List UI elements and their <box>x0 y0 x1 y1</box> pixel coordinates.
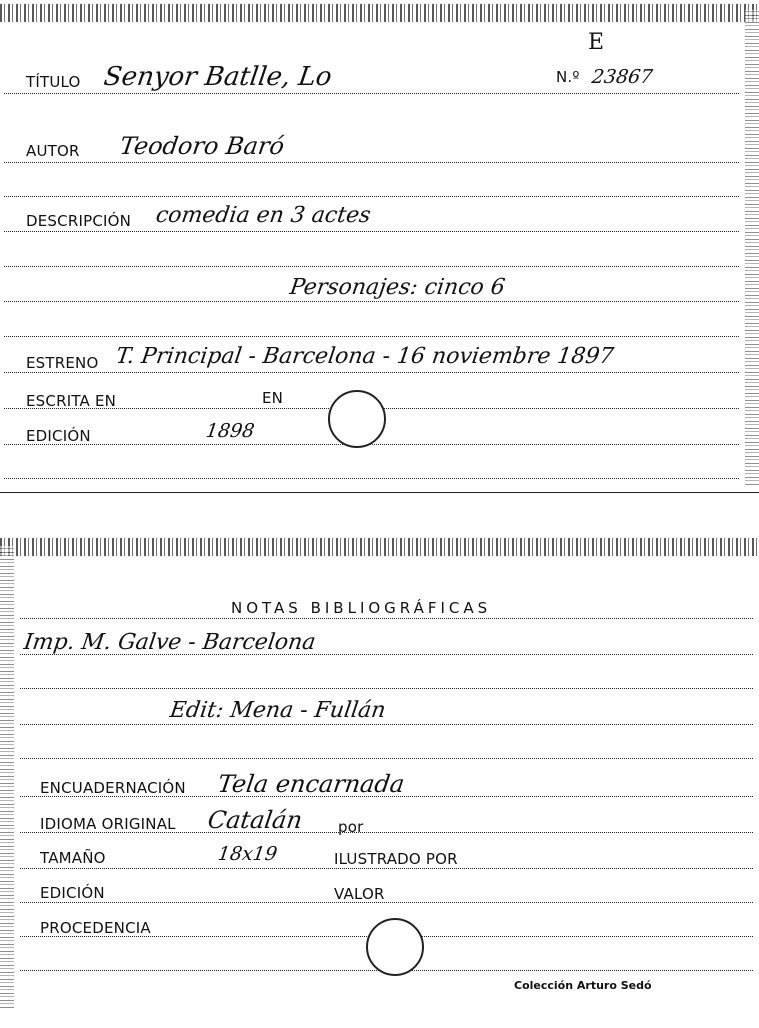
tamano-label: TAMAÑO <box>40 849 106 867</box>
idioma-value: Catalán <box>206 806 305 834</box>
descripcion-value: comedia en 3 actes <box>154 203 373 228</box>
rule <box>20 758 753 759</box>
rule <box>4 266 739 267</box>
autor-label: AUTOR <box>26 142 80 160</box>
catalog-mark: E <box>588 30 605 55</box>
edicion-label-back: EDICIÓN <box>40 884 105 902</box>
rule <box>4 336 739 337</box>
rule <box>20 868 753 869</box>
titulo-value: Senyor Batlle, Lo <box>101 62 334 92</box>
estreno-label: ESTRENO <box>26 354 99 372</box>
numero-value: 23867 <box>590 66 654 88</box>
numero-label: N.º <box>556 68 580 86</box>
escrita-label: ESCRITA EN <box>26 392 117 410</box>
notas-heading: NOTAS BIBLIOGRÁFICAS <box>231 599 492 617</box>
edicion-value: 1898 <box>204 420 256 442</box>
rule <box>4 301 739 302</box>
tamano-value: 18x19 <box>216 843 279 865</box>
rule <box>4 231 739 232</box>
estreno-value: T. Principal - Barcelona - 16 noviembre 1897 <box>114 344 616 369</box>
card-edge-left <box>0 546 14 1008</box>
card-back <box>0 538 759 1028</box>
card-edge-top <box>0 4 759 22</box>
rule <box>20 654 753 655</box>
card-front <box>0 0 759 495</box>
rule <box>4 444 739 445</box>
en-label: EN <box>262 389 284 407</box>
idioma-label: IDIOMA ORIGINAL <box>40 815 176 833</box>
rule <box>4 372 739 373</box>
note-line-2: Edit: Mena - Fullán <box>168 698 388 723</box>
punch-hole <box>366 918 424 976</box>
por-label: por <box>338 818 364 836</box>
encuadernacion-value: Tela encarnada <box>216 770 407 798</box>
descripcion-label: DESCRIPCIÓN <box>26 212 132 230</box>
autor-value: Teodoro Baró <box>118 132 286 160</box>
encuadernacion-label: ENCUADERNACIÓN <box>40 779 186 797</box>
rule <box>4 196 739 197</box>
collection-credit: Colección Arturo Sedó <box>514 979 652 992</box>
rule <box>20 796 753 797</box>
rule <box>4 478 739 479</box>
rule <box>4 162 739 163</box>
procedencia-label: PROCEDENCIA <box>40 919 151 937</box>
titulo-label: TÍTULO <box>26 73 81 91</box>
card-edge-right <box>745 10 759 485</box>
rule <box>20 902 753 903</box>
rule <box>20 618 753 619</box>
rule <box>20 832 753 833</box>
punch-hole <box>328 390 386 448</box>
edicion-label: EDICIÓN <box>26 427 91 445</box>
note-line-1: Imp. M. Galve - Barcelona <box>22 630 318 655</box>
rule <box>20 724 753 725</box>
valor-label: VALOR <box>334 885 385 903</box>
card-bottom-edge <box>0 492 759 493</box>
card-edge-top <box>0 538 759 556</box>
ilustrado-label: ILUSTRADO POR <box>334 850 458 868</box>
rule <box>20 688 753 689</box>
rule <box>4 93 739 94</box>
personajes-value: Personajes: cinco 6 <box>288 275 507 300</box>
